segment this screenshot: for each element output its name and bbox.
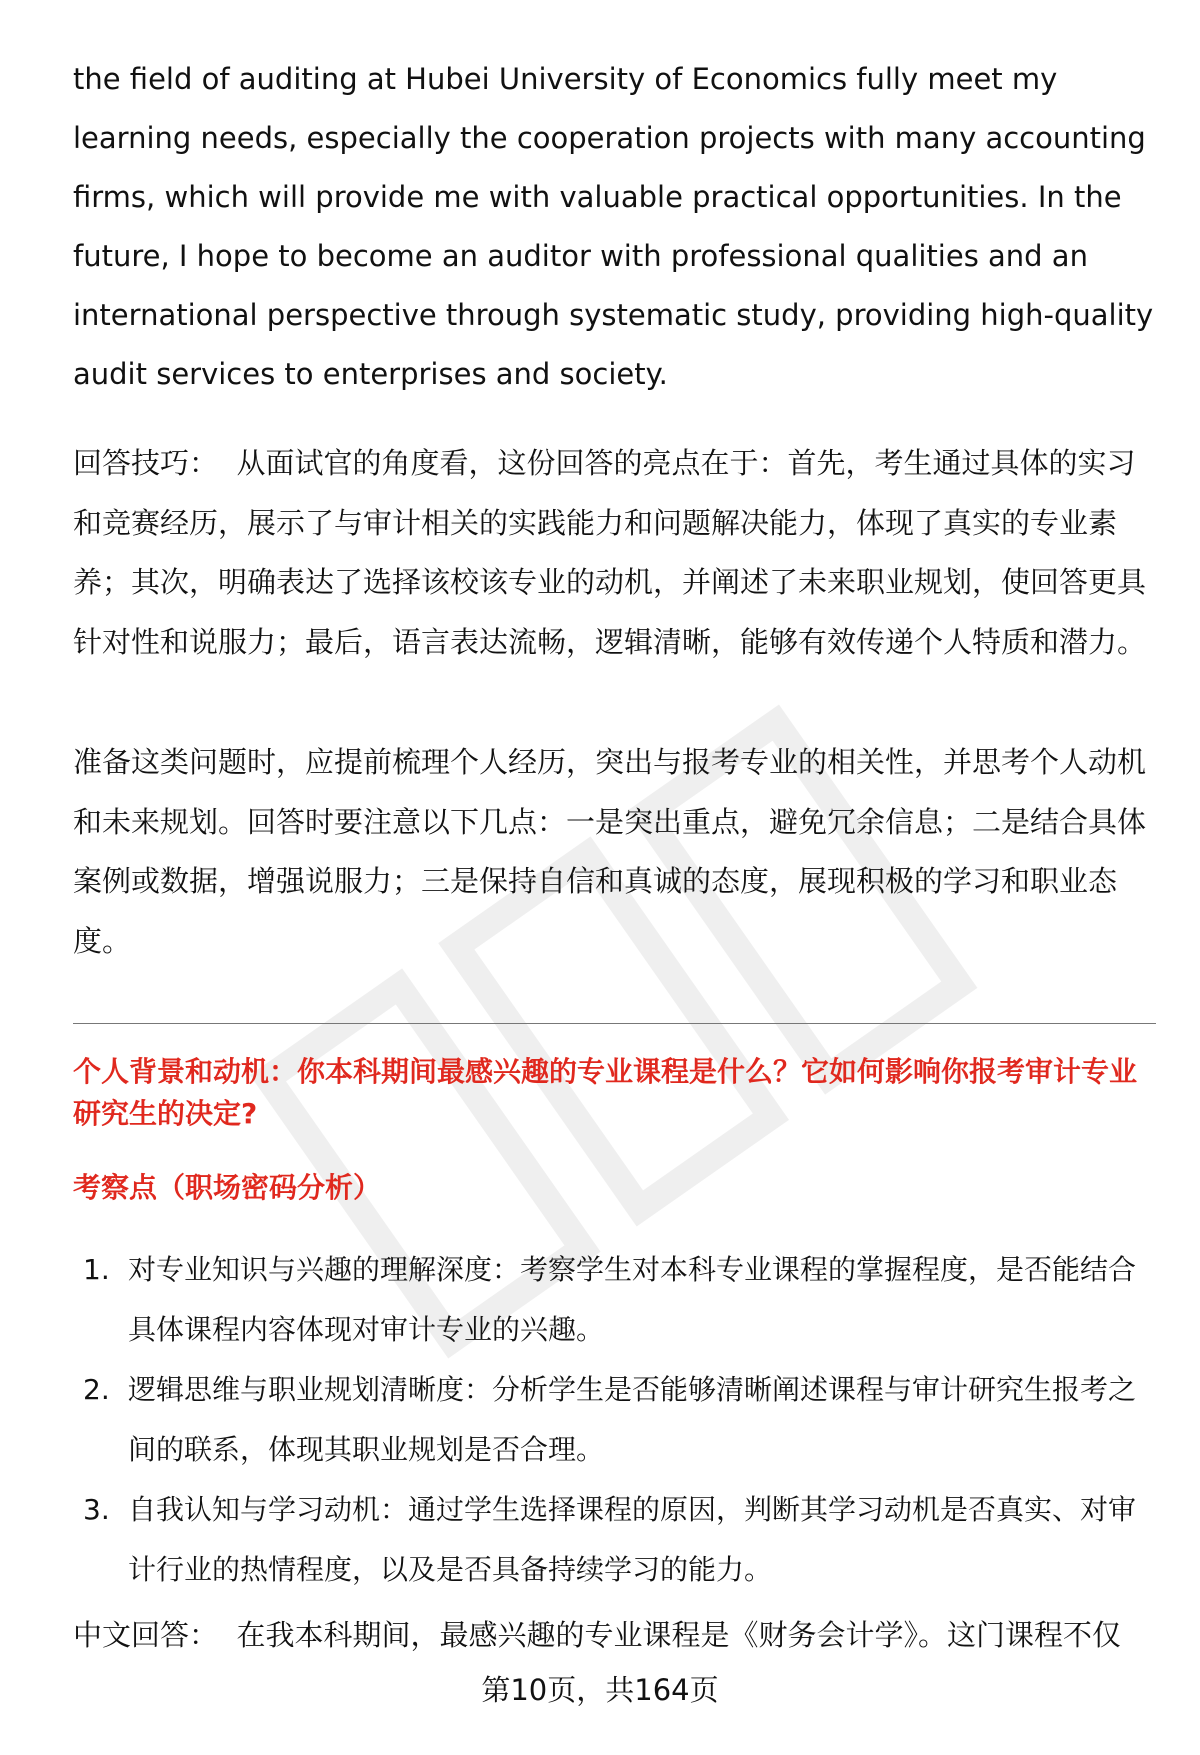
list-item-text: 逻辑思维与职业规划清晰度：分析学生是否能够清晰阐述课程与审计研究生报考之间的联系，体现其职业规划是否合理。 [128, 1373, 1137, 1466]
section-divider [73, 1023, 1156, 1024]
english-paragraph: the field of auditing at Hubei University of Economics fully meet my learning needs, especially the cooperation projects with many accounting firms, which will provide me with valuable practical opportunities. In the future, I hope to become an auditor with professional qualities and an international perspective through systematic study, providing high-quality audit services to enterprises and society. [73, 62, 1154, 391]
list-item [73, 1240, 1156, 1360]
assessment-points-heading: 考察点（职场密码分析） [73, 1171, 382, 1204]
question-heading: 个人背景和动机：你本科期间最感兴趣的专业课程是什么？它如何影响你报考审计专业研究生的决定? [73, 1055, 1138, 1130]
answer-text: 在我本科期间，最感兴趣的专业课程是《财务会计学》。这门课程不仅 [236, 1618, 1121, 1652]
preparation-paragraph: 准备这类问题时，应提前梳理个人经历，突出与报考专业的相关性，并思考个人动机和未来规划。回答时要注意以下几点：一是突出重点，避免冗余信息；二是结合具体案例或数据，增强说服力；三是保持自信和真诚的态度，展现积极的学习和职业态度。 [73, 745, 1147, 958]
tips-label: 回答技巧： [73, 446, 219, 480]
page-number: 第10页，共164页 [481, 1673, 719, 1707]
tips-text: 从面试官的角度看，这份回答的亮点在于：首先，考生通过具体的实习和竞赛经历，展示了与审计相关的实践能力和问题解决能力，体现了真实的专业素养；其次，明确表达了选择该校该专业的动机，并阐述了未来职业规划，使回答更具针对性和说服力；最后，语言表达流畅，逻辑清晰，能够有效传递个人特质和潜力。 [73, 446, 1147, 659]
chinese-answer-paragraph [73, 1606, 1156, 1666]
assessment-points-list [73, 1240, 1156, 1600]
answer-label: 中文回答： [73, 1618, 219, 1652]
list-item-number: 3. [83, 1493, 110, 1526]
list-item [73, 1480, 1156, 1600]
list-item [73, 1360, 1156, 1480]
answer-tips-paragraph [73, 434, 1156, 672]
list-item-number: 2. [83, 1373, 110, 1406]
list-item-number: 1. [83, 1253, 110, 1286]
list-item-text: 自我认知与学习动机：通过学生选择课程的原因，判断其学习动机是否真实、对审计行业的热情程度，以及是否具备持续学习的能力。 [128, 1493, 1137, 1586]
list-item-text: 对专业知识与兴趣的理解深度：考察学生对本科专业课程的掌握程度，是否能结合具体课程内容体现对审计专业的兴趣。 [128, 1253, 1137, 1346]
